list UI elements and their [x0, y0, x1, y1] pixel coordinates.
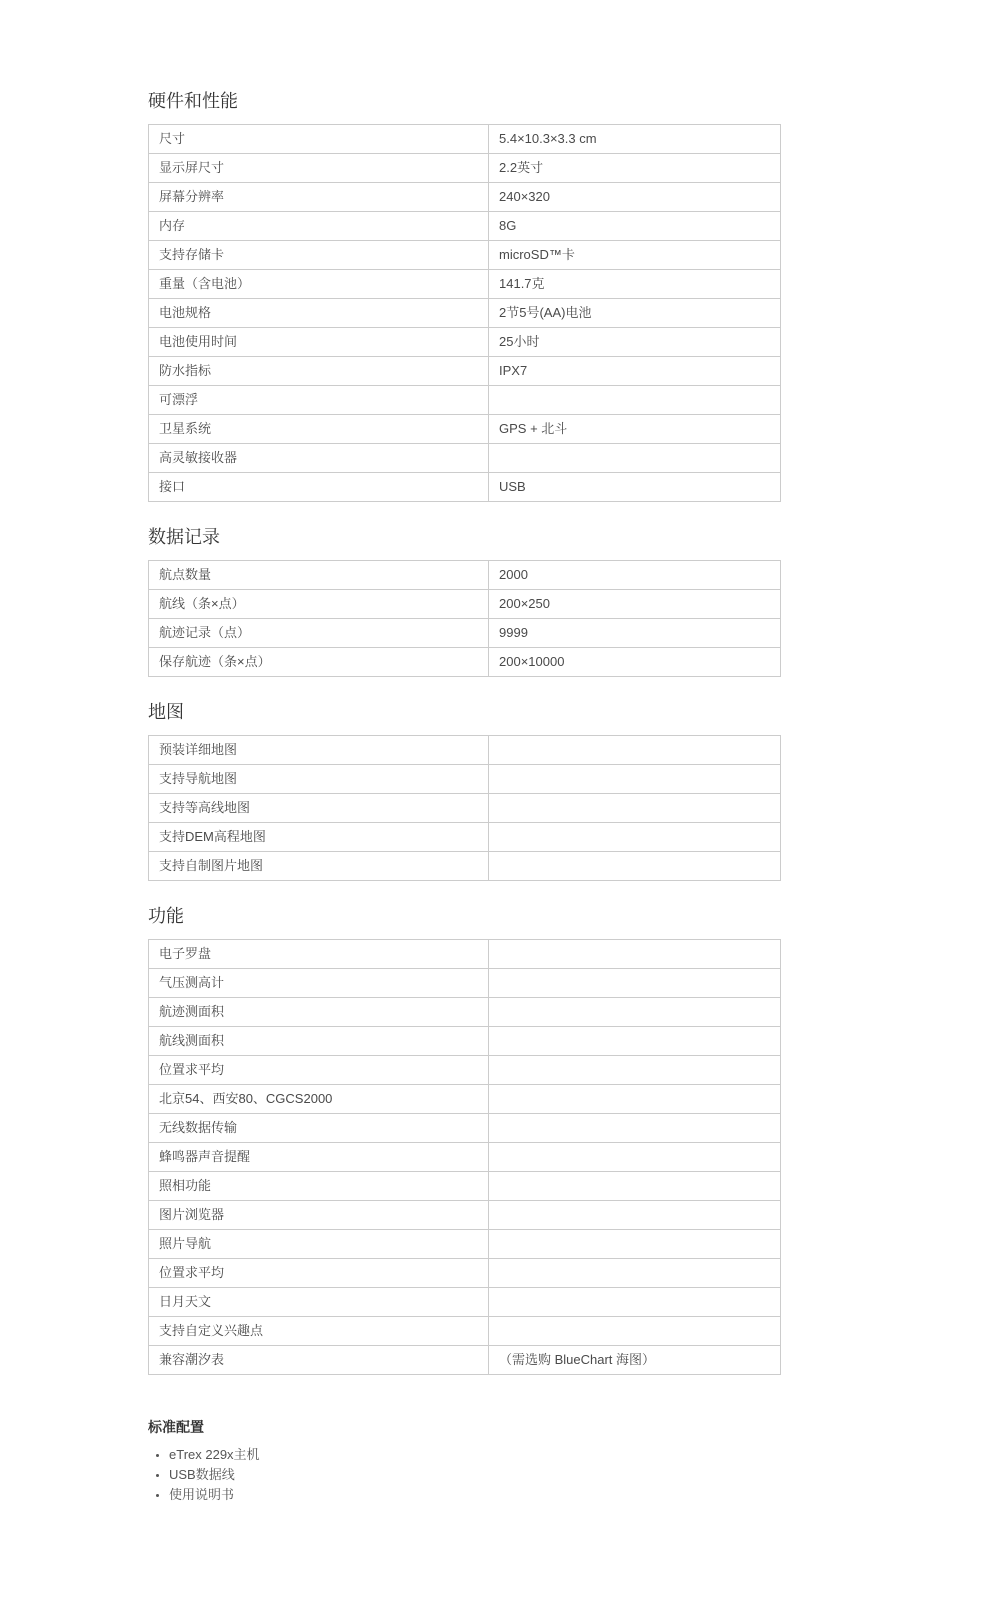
section-data-recording — [148, 524, 781, 677]
spec-label: 电池使用时间 — [149, 328, 489, 357]
spec-row — [149, 1288, 781, 1317]
spec-table-map — [148, 735, 781, 881]
spec-value: 2.2英寸 — [489, 154, 781, 183]
spec-row — [149, 1346, 781, 1375]
spec-label: 图片浏览器 — [149, 1201, 489, 1230]
spec-row — [149, 648, 781, 677]
spec-row — [149, 241, 781, 270]
spec-label: 蜂鸣器声音提醒 — [149, 1143, 489, 1172]
spec-label: 照片导航 — [149, 1230, 489, 1259]
spec-label: 电池规格 — [149, 299, 489, 328]
spec-value: （需选购 BlueChart 海图） — [489, 1346, 781, 1375]
spec-label: 支持自制图片地图 — [149, 852, 489, 881]
spec-label: 支持导航地图 — [149, 765, 489, 794]
spec-value — [489, 1317, 781, 1346]
spec-value — [489, 1201, 781, 1230]
spec-value: 2节5号(AA)电池 — [489, 299, 781, 328]
spec-value: 141.7克 — [489, 270, 781, 299]
spec-value: 5.4×10.3×3.3 cm — [489, 125, 781, 154]
spec-value — [489, 1143, 781, 1172]
spec-value: 240×320 — [489, 183, 781, 212]
spec-value — [489, 794, 781, 823]
spec-label: 航迹测面积 — [149, 998, 489, 1027]
spec-label: 重量（含电池） — [149, 270, 489, 299]
spec-row — [149, 183, 781, 212]
spec-row — [149, 415, 781, 444]
spec-label: 内存 — [149, 212, 489, 241]
spec-row — [149, 125, 781, 154]
spec-row — [149, 1114, 781, 1143]
spec-label: 支持DEM高程地图 — [149, 823, 489, 852]
spec-value: GPS + 北斗 — [489, 415, 781, 444]
spec-page — [148, 0, 781, 1505]
spec-label: 位置求平均 — [149, 1056, 489, 1085]
standard-config-section — [148, 1419, 781, 1505]
spec-value — [489, 444, 781, 473]
spec-row — [149, 1027, 781, 1056]
spec-label: 兼容潮汐表 — [149, 1346, 489, 1375]
spec-value: 8G — [489, 212, 781, 241]
spec-value — [489, 1114, 781, 1143]
spec-row — [149, 823, 781, 852]
spec-label: 显示屏尺寸 — [149, 154, 489, 183]
section-features — [148, 903, 781, 1375]
spec-label: 日月天文 — [149, 1288, 489, 1317]
spec-value — [489, 1230, 781, 1259]
spec-row — [149, 1230, 781, 1259]
spec-label: 保存航迹（条×点） — [149, 648, 489, 677]
spec-label: 高灵敏接收器 — [149, 444, 489, 473]
spec-table-hardware — [148, 124, 781, 502]
spec-value — [489, 1288, 781, 1317]
spec-label: 电子罗盘 — [149, 940, 489, 969]
spec-value — [489, 1259, 781, 1288]
spec-row — [149, 794, 781, 823]
spec-value: 25小时 — [489, 328, 781, 357]
spec-label: 屏幕分辨率 — [149, 183, 489, 212]
standard-config-item: • USB数据线 — [169, 1465, 781, 1485]
standard-config-item: • eTrex 229x主机 — [169, 1445, 781, 1465]
spec-value — [489, 1172, 781, 1201]
spec-row — [149, 212, 781, 241]
section-title-map: 地图 — [148, 702, 184, 722]
spec-label: 预装详细地图 — [149, 736, 489, 765]
spec-label: 可漂浮 — [149, 386, 489, 415]
section-title-data-recording: 数据记录 — [148, 527, 220, 547]
spec-label: 航迹记录（点） — [149, 619, 489, 648]
spec-row — [149, 1143, 781, 1172]
spec-row — [149, 765, 781, 794]
spec-value — [489, 940, 781, 969]
spec-value — [489, 765, 781, 794]
spec-row — [149, 357, 781, 386]
spec-row — [149, 940, 781, 969]
spec-row — [149, 1259, 781, 1288]
spec-row — [149, 619, 781, 648]
spec-row — [149, 1056, 781, 1085]
spec-label: 照相功能 — [149, 1172, 489, 1201]
spec-table-features — [148, 939, 781, 1375]
spec-label: 无线数据传输 — [149, 1114, 489, 1143]
spec-value: USB — [489, 473, 781, 502]
spec-label: 尺寸 — [149, 125, 489, 154]
spec-row — [149, 299, 781, 328]
spec-row — [149, 1201, 781, 1230]
spec-row — [149, 1172, 781, 1201]
spec-row — [149, 473, 781, 502]
section-title-features: 功能 — [148, 906, 184, 926]
spec-row — [149, 852, 781, 881]
spec-label: 航点数量 — [149, 561, 489, 590]
spec-label: 北京54、西安80、CGCS2000 — [149, 1085, 489, 1114]
spec-label: 航线测面积 — [149, 1027, 489, 1056]
spec-row — [149, 444, 781, 473]
spec-value: IPX7 — [489, 357, 781, 386]
spec-value — [489, 736, 781, 765]
spec-row — [149, 1317, 781, 1346]
spec-value — [489, 1085, 781, 1114]
section-title-hardware: 硬件和性能 — [148, 91, 238, 111]
spec-value — [489, 852, 781, 881]
spec-row — [149, 561, 781, 590]
spec-row — [149, 590, 781, 619]
spec-label: 支持存储卡 — [149, 241, 489, 270]
spec-label: 支持自定义兴趣点 — [149, 1317, 489, 1346]
spec-label: 卫星系统 — [149, 415, 489, 444]
spec-value: 200×250 — [489, 590, 781, 619]
spec-label: 接口 — [149, 473, 489, 502]
spec-row — [149, 270, 781, 299]
spec-value: 200×10000 — [489, 648, 781, 677]
spec-label: 支持等高线地图 — [149, 794, 489, 823]
spec-row — [149, 154, 781, 183]
spec-value — [489, 1027, 781, 1056]
spec-label: 航线（条×点） — [149, 590, 489, 619]
spec-value: microSD™卡 — [489, 241, 781, 270]
standard-config-list — [148, 1445, 781, 1505]
spec-value — [489, 998, 781, 1027]
spec-value — [489, 1056, 781, 1085]
spec-value: 9999 — [489, 619, 781, 648]
spec-row — [149, 386, 781, 415]
standard-config-title: 标准配置 — [148, 1419, 204, 1435]
spec-value — [489, 823, 781, 852]
spec-row — [149, 736, 781, 765]
spec-table-data-recording — [148, 560, 781, 677]
spec-label: 防水指标 — [149, 357, 489, 386]
spec-row — [149, 969, 781, 998]
section-map — [148, 699, 781, 881]
spec-row — [149, 328, 781, 357]
spec-row — [149, 1085, 781, 1114]
standard-config-item: • 使用说明书 — [169, 1485, 781, 1505]
spec-value: 2000 — [489, 561, 781, 590]
spec-value — [489, 386, 781, 415]
section-hardware — [148, 88, 781, 502]
spec-row — [149, 998, 781, 1027]
spec-label: 气压测高计 — [149, 969, 489, 998]
spec-value — [489, 969, 781, 998]
spec-label: 位置求平均 — [149, 1259, 489, 1288]
